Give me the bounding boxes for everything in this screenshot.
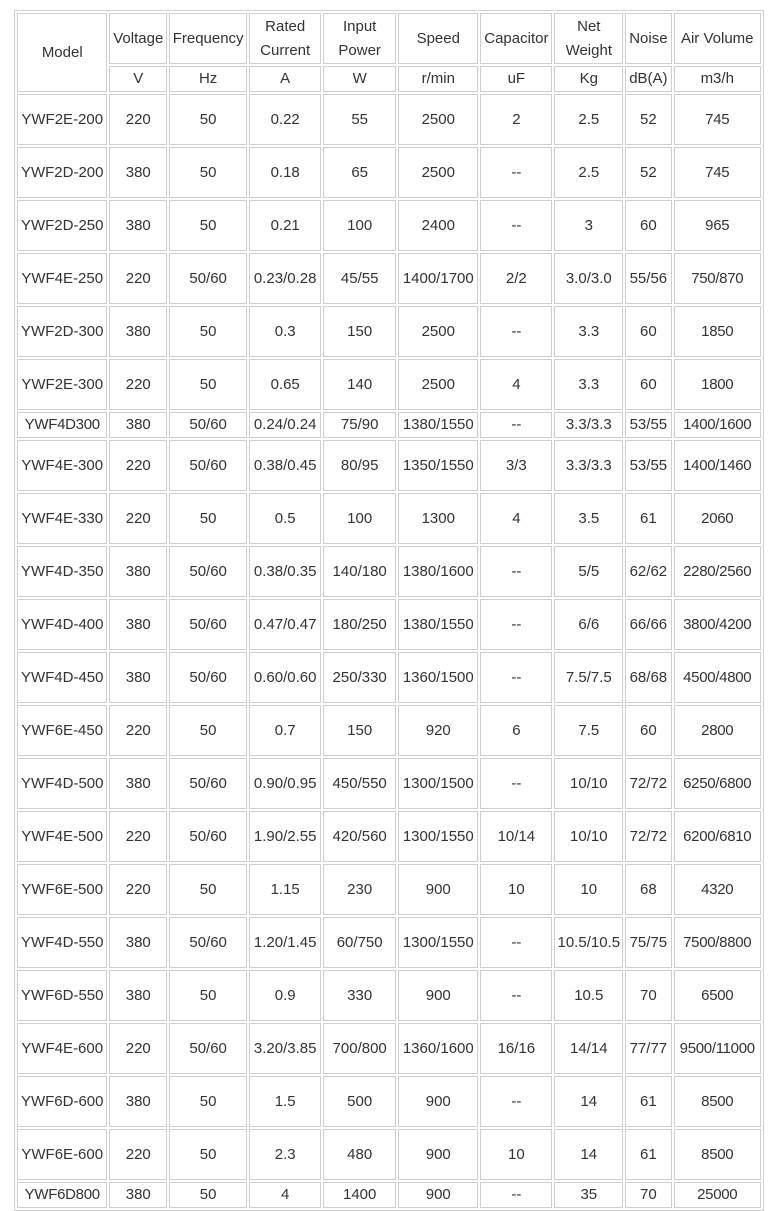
column-header-frequency: Frequency (169, 13, 247, 64)
cell-speed: 1300/1500 (398, 758, 478, 809)
cell-voltage: 220 (109, 359, 167, 410)
cell-capacitor: -- (480, 412, 552, 438)
cell-speed: 920 (398, 705, 478, 756)
cell-frequency: 50 (169, 1182, 247, 1208)
cell-capacitor: -- (480, 1182, 552, 1208)
cell-air-volume: 6250/6800 (674, 758, 762, 809)
cell-voltage: 380 (109, 306, 167, 357)
cell-rated-current: 1.15 (249, 864, 321, 915)
cell-frequency: 50/60 (169, 917, 247, 968)
cell-voltage: 380 (109, 412, 167, 438)
cell-frequency: 50 (169, 200, 247, 251)
table-row (17, 652, 761, 703)
cell-noise: 60 (625, 306, 671, 357)
cell-rated-current: 4 (249, 1182, 321, 1208)
cell-input-power: 75/90 (323, 412, 396, 438)
column-header-air-volume: Air Volume (674, 13, 762, 64)
cell-model: YWF2D-250 (17, 200, 107, 251)
cell-rated-current: 0.90/0.95 (249, 758, 321, 809)
column-header-voltage: Voltage (109, 13, 167, 64)
fan-spec-table (14, 10, 764, 1211)
cell-frequency: 50 (169, 970, 247, 1021)
cell-rated-current: 1.90/2.55 (249, 811, 321, 862)
cell-rated-current: 0.24/0.24 (249, 412, 321, 438)
table-row (17, 412, 761, 438)
cell-noise: 52 (625, 94, 671, 145)
header-row (17, 13, 761, 64)
cell-air-volume: 1850 (674, 306, 762, 357)
cell-net-weight: 2.5 (554, 94, 623, 145)
table-row (17, 306, 761, 357)
cell-voltage: 220 (109, 864, 167, 915)
cell-model: YWF4D-550 (17, 917, 107, 968)
cell-model: YWF2E-200 (17, 94, 107, 145)
cell-rated-current: 1.5 (249, 1076, 321, 1127)
cell-rated-current: 0.38/0.35 (249, 546, 321, 597)
cell-noise: 70 (625, 1182, 671, 1208)
cell-capacitor: 10/14 (480, 811, 552, 862)
cell-net-weight: 10/10 (554, 758, 623, 809)
cell-speed: 1360/1500 (398, 652, 478, 703)
column-header-input-power: Input Power (323, 13, 396, 64)
cell-air-volume: 7500/8800 (674, 917, 762, 968)
table-row (17, 253, 761, 304)
cell-capacitor: -- (480, 758, 552, 809)
unit-voltage: V (109, 66, 167, 92)
cell-air-volume: 4500/4800 (674, 652, 762, 703)
column-header-model: Model (17, 13, 107, 92)
cell-frequency: 50 (169, 147, 247, 198)
cell-air-volume: 2060 (674, 493, 762, 544)
cell-model: YWF6E-600 (17, 1129, 107, 1180)
cell-model: YWF4E-330 (17, 493, 107, 544)
cell-model: YWF4E-300 (17, 440, 107, 491)
cell-input-power: 250/330 (323, 652, 396, 703)
cell-net-weight: 3.3/3.3 (554, 412, 623, 438)
cell-capacitor: 10 (480, 864, 552, 915)
cell-rated-current: 2.3 (249, 1129, 321, 1180)
table-row (17, 1023, 761, 1074)
cell-noise: 52 (625, 147, 671, 198)
cell-net-weight: 3.3/3.3 (554, 440, 623, 491)
cell-rated-current: 1.20/1.45 (249, 917, 321, 968)
cell-frequency: 50/60 (169, 253, 247, 304)
cell-net-weight: 7.5 (554, 705, 623, 756)
cell-rated-current: 0.22 (249, 94, 321, 145)
cell-input-power: 80/95 (323, 440, 396, 491)
cell-speed: 900 (398, 1076, 478, 1127)
unit-rated-current: A (249, 66, 321, 92)
cell-net-weight: 10/10 (554, 811, 623, 862)
cell-input-power: 100 (323, 493, 396, 544)
column-header-rated-current: Rated Current (249, 13, 321, 64)
cell-capacitor: -- (480, 1076, 552, 1127)
cell-air-volume: 9500/11000 (674, 1023, 762, 1074)
cell-rated-current: 0.7 (249, 705, 321, 756)
cell-input-power: 330 (323, 970, 396, 1021)
unit-noise: dB(A) (625, 66, 671, 92)
cell-voltage: 380 (109, 917, 167, 968)
cell-input-power: 100 (323, 200, 396, 251)
cell-rated-current: 0.21 (249, 200, 321, 251)
cell-noise: 66/66 (625, 599, 671, 650)
cell-noise: 61 (625, 1076, 671, 1127)
cell-input-power: 480 (323, 1129, 396, 1180)
cell-frequency: 50 (169, 493, 247, 544)
cell-frequency: 50/60 (169, 811, 247, 862)
cell-noise: 55/56 (625, 253, 671, 304)
cell-input-power: 180/250 (323, 599, 396, 650)
cell-speed: 900 (398, 1129, 478, 1180)
cell-model: YWF4D300 (17, 412, 107, 438)
cell-speed: 900 (398, 1182, 478, 1208)
cell-speed: 1380/1600 (398, 546, 478, 597)
cell-rated-current: 0.3 (249, 306, 321, 357)
cell-voltage: 220 (109, 811, 167, 862)
cell-input-power: 500 (323, 1076, 396, 1127)
cell-net-weight: 3.5 (554, 493, 623, 544)
cell-frequency: 50 (169, 705, 247, 756)
table-row (17, 705, 761, 756)
cell-model: YWF2E-300 (17, 359, 107, 410)
cell-input-power: 55 (323, 94, 396, 145)
cell-model: YWF4D-450 (17, 652, 107, 703)
cell-frequency: 50/60 (169, 546, 247, 597)
table-row (17, 970, 761, 1021)
cell-speed: 900 (398, 970, 478, 1021)
cell-speed: 2500 (398, 306, 478, 357)
cell-frequency: 50/60 (169, 652, 247, 703)
cell-noise: 62/62 (625, 546, 671, 597)
cell-speed: 900 (398, 864, 478, 915)
cell-model: YWF4E-600 (17, 1023, 107, 1074)
table-row (17, 811, 761, 862)
cell-air-volume: 1800 (674, 359, 762, 410)
cell-rated-current: 0.65 (249, 359, 321, 410)
cell-net-weight: 10.5/10.5 (554, 917, 623, 968)
table-row (17, 440, 761, 491)
cell-input-power: 420/560 (323, 811, 396, 862)
cell-voltage: 220 (109, 440, 167, 491)
cell-noise: 70 (625, 970, 671, 1021)
cell-net-weight: 6/6 (554, 599, 623, 650)
cell-capacitor: 4 (480, 493, 552, 544)
cell-input-power: 60/750 (323, 917, 396, 968)
cell-capacitor: 2/2 (480, 253, 552, 304)
cell-noise: 77/77 (625, 1023, 671, 1074)
cell-speed: 1300/1550 (398, 917, 478, 968)
cell-input-power: 230 (323, 864, 396, 915)
cell-net-weight: 2.5 (554, 147, 623, 198)
cell-voltage: 220 (109, 1023, 167, 1074)
cell-rated-current: 0.18 (249, 147, 321, 198)
column-header-capacitor: Capacitor (480, 13, 552, 64)
table-row (17, 599, 761, 650)
cell-model: YWF6D800 (17, 1182, 107, 1208)
cell-noise: 53/55 (625, 440, 671, 491)
cell-speed: 1360/1600 (398, 1023, 478, 1074)
cell-voltage: 380 (109, 546, 167, 597)
cell-noise: 53/55 (625, 412, 671, 438)
cell-air-volume: 2280/2560 (674, 546, 762, 597)
cell-rated-current: 3.20/3.85 (249, 1023, 321, 1074)
cell-rated-current: 0.60/0.60 (249, 652, 321, 703)
cell-capacitor: 2 (480, 94, 552, 145)
cell-capacitor: 10 (480, 1129, 552, 1180)
cell-input-power: 150 (323, 705, 396, 756)
cell-model: YWF4E-500 (17, 811, 107, 862)
cell-capacitor: -- (480, 970, 552, 1021)
cell-model: YWF2D-300 (17, 306, 107, 357)
cell-model: YWF2D-200 (17, 147, 107, 198)
cell-air-volume: 965 (674, 200, 762, 251)
cell-speed: 1400/1700 (398, 253, 478, 304)
cell-frequency: 50 (169, 864, 247, 915)
cell-voltage: 380 (109, 652, 167, 703)
cell-air-volume: 8500 (674, 1129, 762, 1180)
table-row (17, 493, 761, 544)
cell-voltage: 380 (109, 970, 167, 1021)
table-row (17, 1129, 761, 1180)
cell-speed: 1350/1550 (398, 440, 478, 491)
cell-model: YWF6D-550 (17, 970, 107, 1021)
cell-frequency: 50 (169, 306, 247, 357)
cell-air-volume: 3800/4200 (674, 599, 762, 650)
table-row (17, 917, 761, 968)
table-row (17, 546, 761, 597)
cell-voltage: 380 (109, 200, 167, 251)
column-header-noise: Noise (625, 13, 671, 64)
unit-speed: r/min (398, 66, 478, 92)
cell-input-power: 700/800 (323, 1023, 396, 1074)
cell-frequency: 50/60 (169, 412, 247, 438)
cell-input-power: 140 (323, 359, 396, 410)
cell-net-weight: 3.0/3.0 (554, 253, 623, 304)
cell-frequency: 50 (169, 359, 247, 410)
cell-voltage: 380 (109, 1182, 167, 1208)
cell-capacitor: 6 (480, 705, 552, 756)
cell-speed: 1300/1550 (398, 811, 478, 862)
cell-voltage: 380 (109, 1076, 167, 1127)
cell-rated-current: 0.5 (249, 493, 321, 544)
cell-air-volume: 745 (674, 94, 762, 145)
cell-air-volume: 4320 (674, 864, 762, 915)
cell-net-weight: 5/5 (554, 546, 623, 597)
cell-model: YWF6E-450 (17, 705, 107, 756)
table-row (17, 758, 761, 809)
cell-capacitor: -- (480, 306, 552, 357)
table-body (17, 94, 761, 1208)
cell-noise: 68/68 (625, 652, 671, 703)
cell-speed: 2400 (398, 200, 478, 251)
cell-frequency: 50/60 (169, 440, 247, 491)
cell-model: YWF6E-500 (17, 864, 107, 915)
cell-air-volume: 750/870 (674, 253, 762, 304)
cell-noise: 72/72 (625, 758, 671, 809)
cell-net-weight: 3 (554, 200, 623, 251)
cell-speed: 1380/1550 (398, 599, 478, 650)
cell-model: YWF4D-500 (17, 758, 107, 809)
cell-capacitor: -- (480, 147, 552, 198)
cell-noise: 60 (625, 200, 671, 251)
cell-net-weight: 35 (554, 1182, 623, 1208)
cell-noise: 68 (625, 864, 671, 915)
cell-model: YWF4E-250 (17, 253, 107, 304)
cell-net-weight: 10 (554, 864, 623, 915)
cell-air-volume: 1400/1460 (674, 440, 762, 491)
table-row (17, 94, 761, 145)
table-row (17, 200, 761, 251)
cell-noise: 60 (625, 705, 671, 756)
cell-frequency: 50 (169, 1129, 247, 1180)
cell-capacitor: 4 (480, 359, 552, 410)
cell-capacitor: 16/16 (480, 1023, 552, 1074)
cell-net-weight: 10.5 (554, 970, 623, 1021)
cell-frequency: 50/60 (169, 758, 247, 809)
cell-voltage: 380 (109, 599, 167, 650)
cell-model: YWF6D-600 (17, 1076, 107, 1127)
cell-speed: 1380/1550 (398, 412, 478, 438)
cell-voltage: 220 (109, 1129, 167, 1180)
cell-net-weight: 7.5/7.5 (554, 652, 623, 703)
cell-rated-current: 0.23/0.28 (249, 253, 321, 304)
cell-noise: 61 (625, 493, 671, 544)
cell-air-volume: 745 (674, 147, 762, 198)
cell-air-volume: 6500 (674, 970, 762, 1021)
cell-input-power: 45/55 (323, 253, 396, 304)
unit-frequency: Hz (169, 66, 247, 92)
cell-speed: 2500 (398, 359, 478, 410)
cell-capacitor: -- (480, 599, 552, 650)
cell-net-weight: 3.3 (554, 306, 623, 357)
cell-noise: 75/75 (625, 917, 671, 968)
cell-air-volume: 1400/1600 (674, 412, 762, 438)
cell-capacitor: -- (480, 200, 552, 251)
cell-air-volume: 2800 (674, 705, 762, 756)
cell-rated-current: 0.38/0.45 (249, 440, 321, 491)
cell-net-weight: 14 (554, 1129, 623, 1180)
cell-frequency: 50/60 (169, 599, 247, 650)
table-row (17, 147, 761, 198)
cell-frequency: 50 (169, 1076, 247, 1127)
cell-capacitor: -- (480, 546, 552, 597)
cell-rated-current: 0.9 (249, 970, 321, 1021)
cell-air-volume: 25000 (674, 1182, 762, 1208)
cell-speed: 2500 (398, 147, 478, 198)
cell-speed: 1300 (398, 493, 478, 544)
column-header-speed: Speed (398, 13, 478, 64)
table-row (17, 1182, 761, 1208)
column-header-net-weight: Net Weight (554, 13, 623, 64)
cell-voltage: 220 (109, 705, 167, 756)
cell-voltage: 380 (109, 147, 167, 198)
unit-row (17, 66, 761, 92)
table-row (17, 359, 761, 410)
cell-speed: 2500 (398, 94, 478, 145)
cell-model: YWF4D-350 (17, 546, 107, 597)
unit-capacitor: uF (480, 66, 552, 92)
cell-air-volume: 8500 (674, 1076, 762, 1127)
cell-net-weight: 14 (554, 1076, 623, 1127)
cell-net-weight: 3.3 (554, 359, 623, 410)
cell-air-volume: 6200/6810 (674, 811, 762, 862)
unit-net-weight: Kg (554, 66, 623, 92)
cell-capacitor: -- (480, 652, 552, 703)
cell-frequency: 50/60 (169, 1023, 247, 1074)
cell-voltage: 220 (109, 253, 167, 304)
cell-noise: 60 (625, 359, 671, 410)
cell-noise: 61 (625, 1129, 671, 1180)
cell-input-power: 140/180 (323, 546, 396, 597)
cell-net-weight: 14/14 (554, 1023, 623, 1074)
table-row (17, 1076, 761, 1127)
cell-capacitor: -- (480, 917, 552, 968)
cell-voltage: 220 (109, 493, 167, 544)
cell-frequency: 50 (169, 94, 247, 145)
cell-noise: 72/72 (625, 811, 671, 862)
cell-input-power: 150 (323, 306, 396, 357)
cell-input-power: 1400 (323, 1182, 396, 1208)
cell-input-power: 450/550 (323, 758, 396, 809)
cell-input-power: 65 (323, 147, 396, 198)
cell-model: YWF4D-400 (17, 599, 107, 650)
unit-input-power: W (323, 66, 396, 92)
cell-voltage: 380 (109, 758, 167, 809)
table-row (17, 864, 761, 915)
cell-rated-current: 0.47/0.47 (249, 599, 321, 650)
unit-air-volume: m3/h (674, 66, 762, 92)
cell-capacitor: 3/3 (480, 440, 552, 491)
cell-voltage: 220 (109, 94, 167, 145)
